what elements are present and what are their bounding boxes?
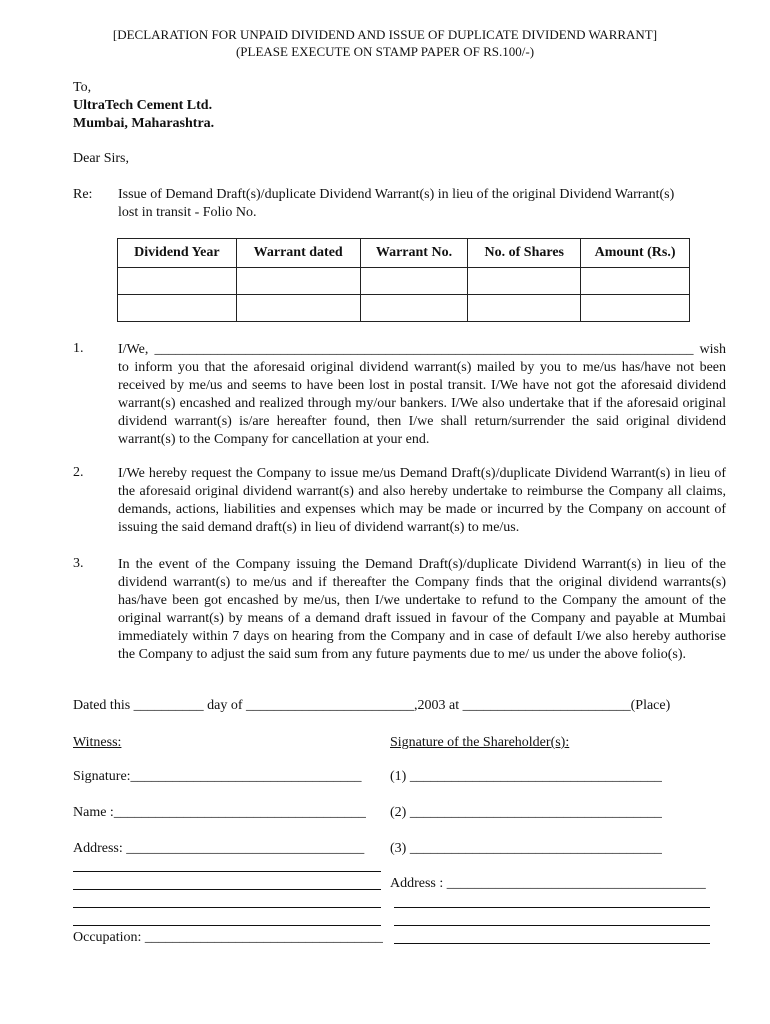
clause-1-number: 1.	[73, 341, 84, 356]
shareholder-signature-2-field[interactable]: (2) ____________________________________	[390, 805, 662, 820]
table-cell[interactable]	[468, 268, 581, 295]
witness-address-line[interactable]	[73, 925, 381, 926]
col-header-no-of-shares: No. of Shares	[468, 239, 581, 268]
address-company: UltraTech Cement Ltd.	[73, 98, 213, 113]
witness-address-line[interactable]	[73, 907, 381, 908]
table-cell[interactable]	[118, 295, 237, 322]
shareholder-signature-1-field[interactable]: (1) ____________________________________	[390, 769, 662, 784]
clause-3-number: 3.	[73, 556, 84, 571]
clause-2-text: I/We hereby request the Company to issue me/us Demand Draft(s)/duplicate Dividend Warrant(s) in lieu of the aforesaid original dividend warrant(s) and also hereby undertake to reimburse the Company all claims, demands, actions, liabilities and expenses which may be made or incurred by the Company on account of issuing the said demand draft(s) in lieu of dividend warrant(s) to me/us.	[118, 466, 726, 535]
table-cell[interactable]	[581, 268, 690, 295]
witness-signature-field[interactable]: Signature:_________________________________	[73, 769, 362, 784]
address-city: Mumbai, Maharashtra.	[73, 116, 215, 131]
table-cell[interactable]	[468, 295, 581, 322]
shareholder-signature-3-field[interactable]: (3) ____________________________________	[390, 841, 662, 856]
col-header-dividend-year: Dividend Year	[118, 239, 237, 268]
dividend-table	[117, 238, 690, 322]
shareholder-address-line[interactable]	[394, 907, 710, 908]
table-header-row	[118, 239, 690, 268]
witness-address-field[interactable]: Address: __________________________________	[73, 841, 365, 856]
table-cell[interactable]	[581, 295, 690, 322]
shareholder-address-field[interactable]: Address : _____________________________________	[390, 876, 706, 891]
table-cell[interactable]	[236, 295, 360, 322]
clause-2-number: 2.	[73, 465, 84, 480]
col-header-warrant-dated: Warrant dated	[236, 239, 360, 268]
col-header-warrant-no: Warrant No.	[360, 239, 468, 268]
witness-heading: Witness:	[73, 735, 122, 750]
witness-name-field[interactable]: Name :____________________________________	[73, 805, 366, 820]
shareholder-signature-heading: Signature of the Shareholder(s):	[390, 735, 570, 750]
re-subject-line1: Issue of Demand Draft(s)/duplicate Dividend Warrant(s) in lieu of the original Dividend Warrant(s)	[118, 187, 675, 202]
table-row	[118, 295, 690, 322]
table-cell[interactable]	[236, 268, 360, 295]
declaration-title: [DECLARATION FOR UNPAID DIVIDEND AND ISSUE OF DUPLICATE DIVIDEND WARRANT]	[112, 27, 658, 42]
shareholder-address-line[interactable]	[394, 943, 710, 944]
clause-3-text: In the event of the Company issuing the Demand Draft(s)/duplicate Dividend Warrant(s) in lieu of the dividend warrant(s) to me/us and if thereafter the Company finds that the original dividend warrants(s) has/have been got encashed by me/us, then I/we undertake to refund to the Company the amount of the original warrant(s) by means of a demand draft issued in favour of the Company and payable at Mumbai immediately within 7 days on hearing from the Company and in case of default I/we also hereby authorise the Company to adjust the said sum from any future payments due to me/ us under the above folio(s).	[118, 557, 726, 662]
dated-line[interactable]: Dated this __________ day of ________________________,2003 at ________________________(Place)	[73, 698, 671, 713]
clause-1-text: I/We, _____________________________________________________________________________ wish to inform you that the aforesaid original dividend warrant(s) mailed by you to me/us has/have not been received by me/us and seems to have been lost in postal transit. I/We have not got the aforesaid dividend warrant(s) encashed and realized through my/our bankers. I/We also undertake that if the aforesaid original dividend warrant(s) is/are hereafter found, then I/we shall return/surrender the said original dividend warrant(s) to the Company for cancellation at your end.	[118, 342, 726, 447]
witness-address-line[interactable]	[73, 871, 381, 872]
declaration-subtitle: (PLEASE EXECUTE ON STAMP PAPER OF RS.100/-)	[235, 44, 535, 59]
table-cell[interactable]	[360, 295, 468, 322]
re-subject-line2: lost in transit - Folio No.	[118, 205, 257, 220]
col-header-amount: Amount (Rs.)	[581, 239, 690, 268]
witness-occupation-field[interactable]: Occupation: __________________________________	[73, 930, 383, 945]
table-cell[interactable]	[360, 268, 468, 295]
salutation: Dear Sirs,	[73, 151, 129, 166]
table-cell[interactable]	[118, 268, 237, 295]
re-label: Re:	[73, 187, 93, 202]
shareholder-address-line[interactable]	[394, 925, 710, 926]
witness-address-line[interactable]	[73, 889, 381, 890]
table-row	[118, 268, 690, 295]
address-to: To,	[73, 80, 92, 95]
